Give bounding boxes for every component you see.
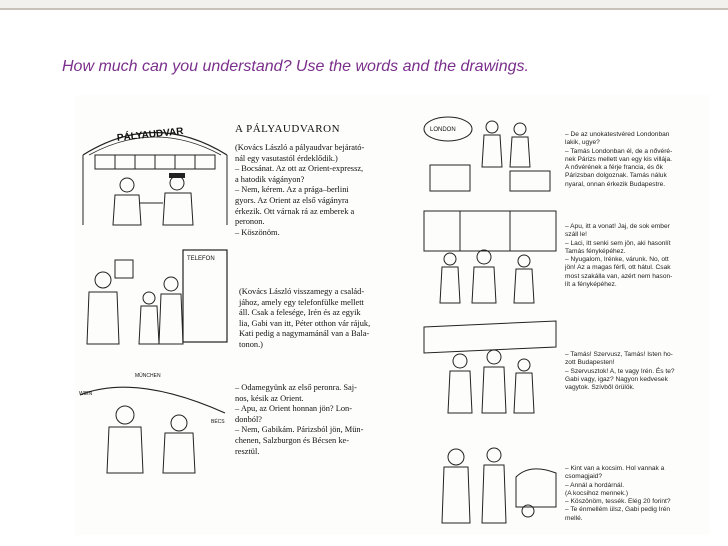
text-block-2 xyxy=(239,287,417,351)
text-block-3-content: – Odamegyünk az első peronra. Saj- nos, késik az Orient. – Apu, az Orient honnan jön? Lon- donból? – Nem, Gabikám. Párizsból jön, Mün- chenen, Salzburgon és Bécsen ke- resztül. xyxy=(235,383,364,456)
illustration-london-paris xyxy=(420,107,560,197)
top-decorative-line xyxy=(0,8,728,10)
illustration-car-porter xyxy=(420,427,560,527)
map-label-wien: WIEN xyxy=(79,391,93,397)
text-block-1-content: (Kovács László a pályaudvar bejárató- nál egy vasutastól érdeklődik.) – Bocsánat. Az ott az Orient-expressz, a hatodik vágányon? – Nem, kérem. Az a prága–berlini gyors. Az Orient az első vágányra érkezik. Ott várnak rá az emberek a peronon. – Köszönöm. xyxy=(235,143,365,237)
illustration-station-board xyxy=(75,115,235,230)
right-text-block-1 xyxy=(565,131,710,189)
right-text-block-4 xyxy=(565,465,710,523)
station-sign-text: PÁLYAUDVAR xyxy=(116,126,185,144)
illustration-train-map xyxy=(75,365,235,475)
right-text-block-2-content: – Apu, itt a vonat! Jaj, de sok ember száll le! – Laci, itt senki sem jön, aki hasonlít Tamás fényképéhez. – Nyugalom, Irénke, várunk. No, ott jön! Az a magas férfi, ott hátul. Csak most szakállа van, azért nem hason- lít a fényképéhez. xyxy=(565,223,673,289)
london-label: LONDON xyxy=(430,127,456,133)
right-text-block-1-content: – De az unokatestvéred Londonban lakik, ugye? – Tamás Londonban él, de a nővéré- nek Párizs mellett van egy kis villája. A nővérének a férje francia, és ők Párizsban dolgoznak. Tamás náluk nyaral, onnan érkezik Budapestre. xyxy=(565,131,673,188)
illustration-train-arrival xyxy=(420,207,560,307)
text-block-3 xyxy=(235,383,413,457)
telefon-sign-text: TELEFON xyxy=(187,256,215,262)
right-text-block-4-content: – Kint van a kocsim. Hol vannak a csomagjaid? – Annál a hordárnál. (A kocsihoz mennek.) – Köszönöm, tessék. Elég 20 forint? – Te énmellém ülsz, Gabi pedig Irén mellé. xyxy=(565,465,671,522)
right-text-block-3 xyxy=(565,351,710,392)
map-label-munchen: MÜNCHEN xyxy=(135,373,161,379)
slide-title: How much can you understand? Use the words and the drawings. xyxy=(62,58,529,75)
document-heading: A PÁLYAUDVARON xyxy=(235,123,341,135)
right-text-block-3-content: – Tamás! Szervusz, Tamás! Isten ho- zott Budapesten! – Szervusztok! A, te vagy Irén. És te? Gabi vagy, igaz? Nagyon kedvesek vagytok. Szívből örülök. xyxy=(565,351,675,392)
top-frame-band xyxy=(0,0,728,8)
right-text-block-2 xyxy=(565,223,710,289)
map-label-becs: BÉCS xyxy=(211,419,225,425)
illustration-greeting xyxy=(420,317,560,417)
illustration-telephone-booth xyxy=(75,240,235,350)
text-block-2-content: (Kovács László visszamegy a család- jához, amely egy telefonfülke mellett áll. Csak a felesége, Irén és az egyik lia, Gabi van itt, Péter otthon vár rájuk, Kati pedig a nagymamánál van a Bala- tonon.) xyxy=(239,287,371,349)
scanned-textbook-page xyxy=(75,95,710,535)
text-block-1 xyxy=(235,143,413,238)
